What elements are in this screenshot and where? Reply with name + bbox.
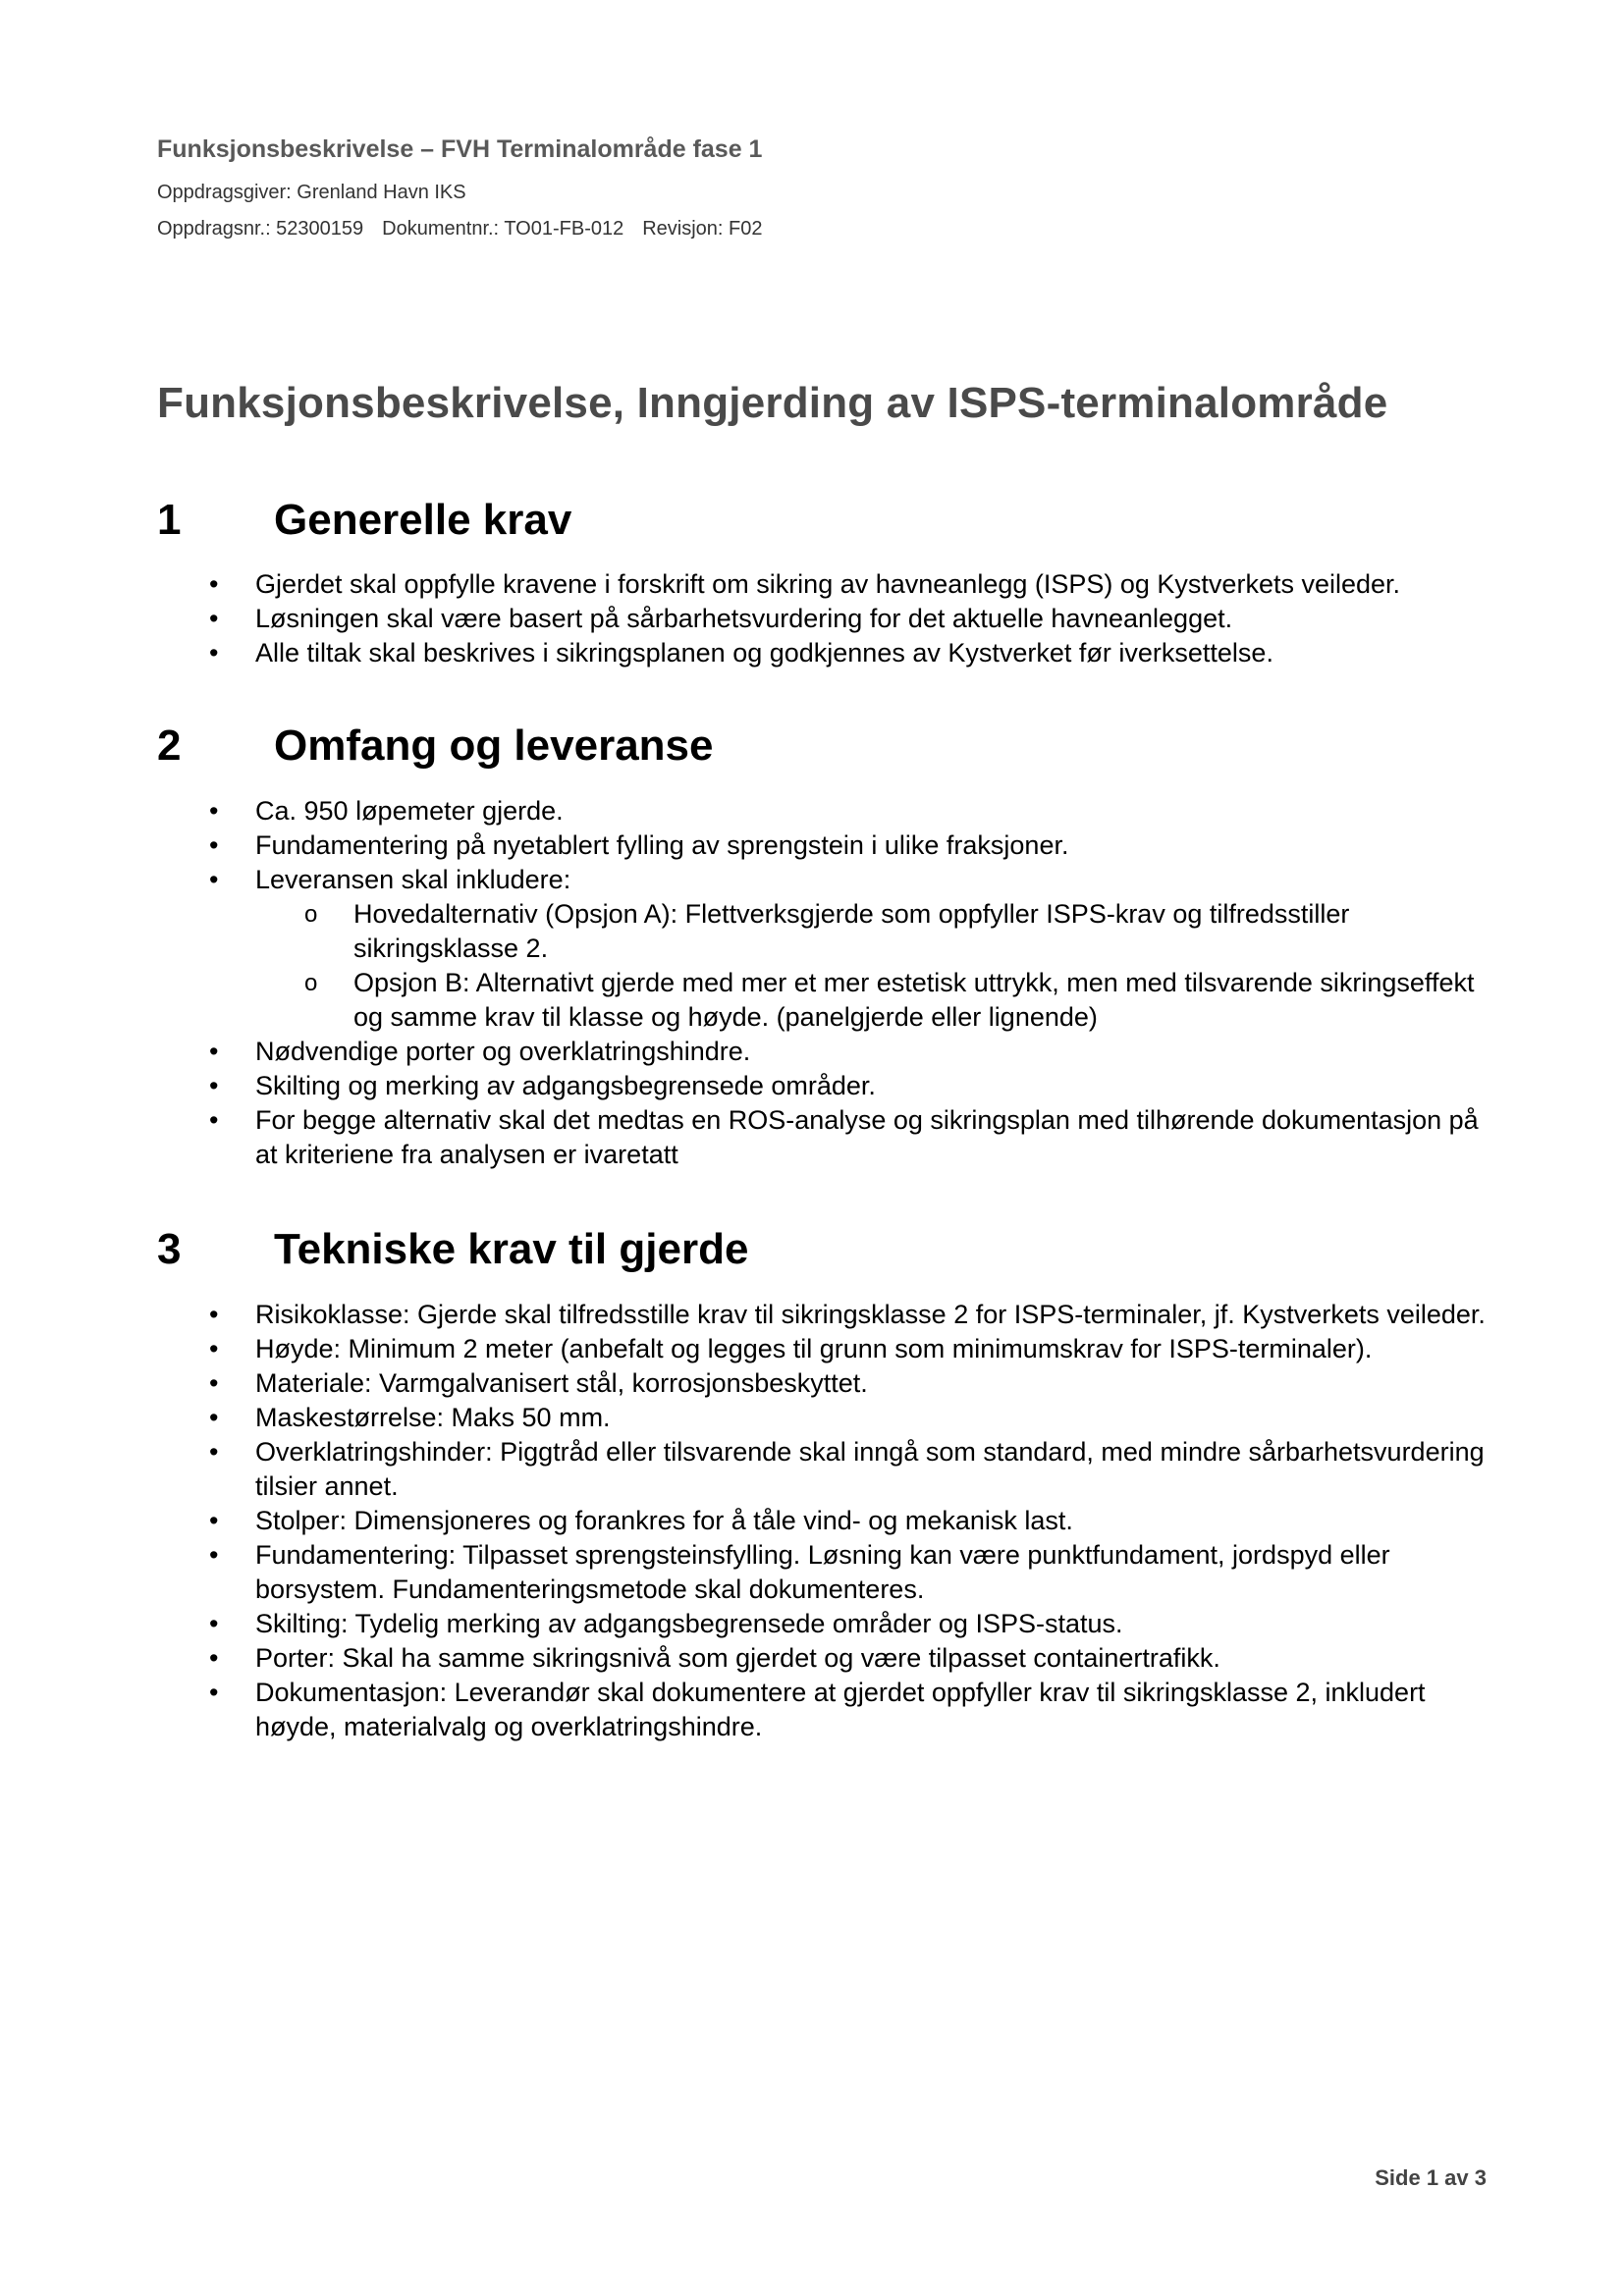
header-meta — [157, 218, 782, 240]
client-text: Oppdragsgiver: Grenland Havn IKS — [157, 182, 466, 203]
assignment-number: Oppdragsnr.: 52300159 — [157, 218, 364, 240]
document-number: Dokumentnr.: TO01-FB-012 — [382, 218, 624, 240]
section-number: 3 — [157, 1225, 182, 1273]
header-client — [157, 182, 485, 204]
list-item-with-sublist — [0, 863, 1624, 1035]
list-item: • Materiale: Varmgalvanisert stål, korrosjonsbeskyttet. — [0, 1366, 1624, 1401]
sub-list-item: o Hovedalternativ (Opsjon A): Flettverksgjerde som oppfyller ISPS-krav og tilfredsstiller sikringsklasse 2. — [353, 897, 1496, 966]
list-item: • Maskestørrelse: Maks 50 mm. — [0, 1401, 1624, 1435]
bullet-list — [0, 1298, 1624, 1744]
sub-bullet-list — [255, 897, 1496, 1035]
section-title: Omfang og leveranse — [274, 721, 714, 770]
list-item: • Løsningen skal være basert på sårbarhetsvurdering for det aktuelle havneanlegget. — [0, 602, 1624, 636]
sub-list-item: o Opsjon B: Alternativt gjerde med mer et mer estetisk uttrykk, men med tilsvarende sikringseffekt og samme krav til klasse og høyde. (panelgjerde eller lignende) — [353, 966, 1496, 1035]
section-heading — [0, 721, 1624, 780]
list-item: • Nødvendige porter og overklatringshindre. — [0, 1035, 1624, 1069]
document-title: Funksjonsbeskrivelse, Inngjerding av ISPS-terminalområde — [157, 379, 1388, 427]
bullet-list — [0, 567, 1624, 670]
list-item: • Overklatringshinder: Piggtråd eller tilsvarende skal inngå som standard, med mindre sårbarhetsvurdering tilsier annet. — [0, 1435, 1624, 1504]
list-item: • Skilting og merking av adgangsbegrensede områder. — [0, 1069, 1624, 1103]
list-item: • Skilting: Tydelig merking av adgangsbegrensede områder og ISPS-status. — [0, 1607, 1624, 1641]
list-item: • Porter: Skal ha samme sikringsnivå som gjerdet og være tilpasset containertrafikk. — [0, 1641, 1624, 1676]
section-heading — [0, 496, 1624, 555]
section-tekniske-krav — [0, 1225, 1624, 1744]
revision: Revisjon: F02 — [642, 218, 763, 240]
section-number: 1 — [157, 496, 182, 544]
list-item: • Stolper: Dimensjoneres og forankres for å tåle vind- og mekanisk last. — [0, 1504, 1624, 1538]
list-item-text: Leveransen skal inkludere: — [255, 865, 571, 894]
bullet-list — [0, 794, 1624, 1172]
list-item: • Fundamentering: Tilpasset sprengsteinsfylling. Løsning kan være punktfundament, jordspyd eller borsystem. Fundamenteringsmetode skal dokumenteres. — [0, 1538, 1624, 1607]
list-item: • Fundamentering på nyetablert fylling av sprengstein i ulike fraksjoner. — [0, 828, 1624, 863]
page-number: Side 1 av 3 — [1375, 2165, 1487, 2190]
section-number: 2 — [157, 721, 182, 770]
section-title: Generelle krav — [274, 496, 572, 544]
list-item: • Dokumentasjon: Leverandør skal dokumentere at gjerdet oppfyller krav til sikringsklasse 2, inkludert høyde, materialvalg og overklatringshindre. — [0, 1676, 1624, 1744]
header-title: Funksjonsbeskrivelse – FVH Terminalområde fase 1 — [157, 135, 763, 163]
section-heading — [0, 1225, 1624, 1284]
list-item: • Høyde: Minimum 2 meter (anbefalt og legges til grunn som minimumskrav for ISPS-terminaler). — [0, 1332, 1624, 1366]
section-generelle-krav — [0, 496, 1624, 670]
list-item: • Risikoklasse: Gjerde skal tilfredsstille krav til sikringsklasse 2 for ISPS-terminaler, jf. Kystverkets veileder. — [0, 1298, 1624, 1332]
list-item: • For begge alternativ skal det medtas en ROS-analyse og sikringsplan med tilhørende dokumentasjon på at kriteriene fra analysen er ivaretatt — [0, 1103, 1624, 1172]
section-omfang-og-leveranse — [0, 721, 1624, 1172]
section-title: Tekniske krav til gjerde — [274, 1225, 749, 1273]
list-item: • Gjerdet skal oppfylle kravene i forskrift om sikring av havneanlegg (ISPS) og Kystverkets veileder. — [0, 567, 1624, 602]
list-item: • Alle tiltak skal beskrives i sikringsplanen og godkjennes av Kystverket før iverksettelse. — [0, 636, 1624, 670]
list-item: • Ca. 950 løpemeter gjerde. — [0, 794, 1624, 828]
